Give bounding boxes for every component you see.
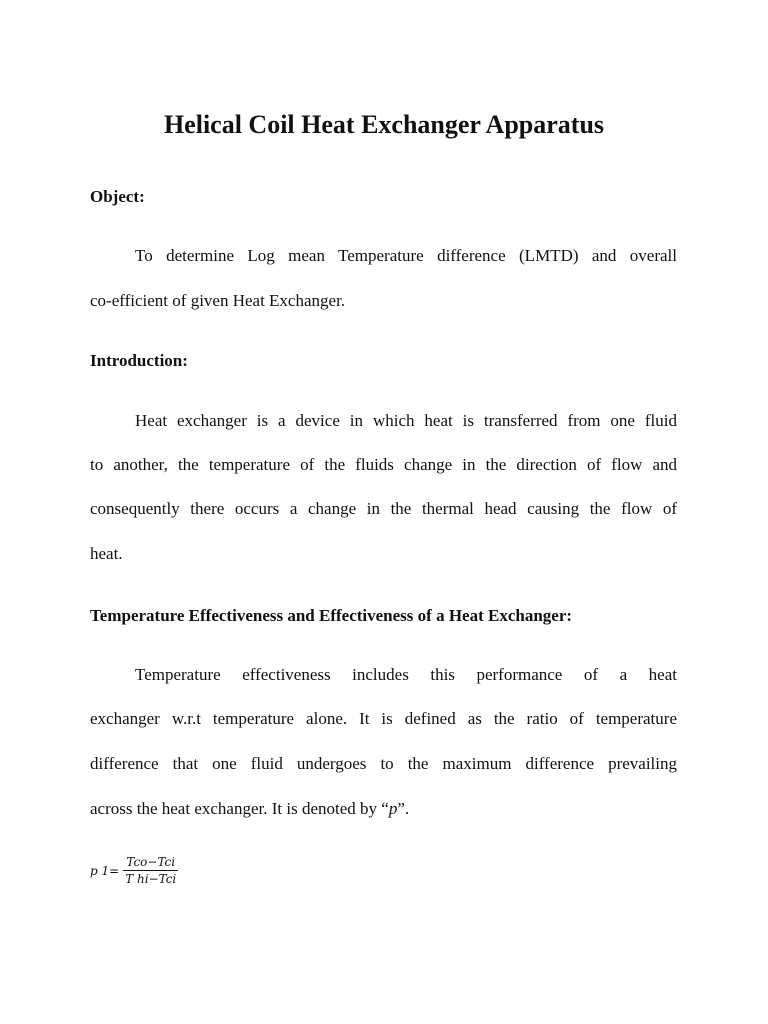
effectiveness-line-1: Temperature effectiveness includes this performance of a heat	[135, 665, 677, 684]
introduction-heading: Introduction:	[90, 351, 188, 370]
document-title: Helical Coil Heat Exchanger Apparatus	[163, 110, 605, 139]
formula-numerator: Tco−Tci	[123, 855, 178, 871]
introduction-line-2: to another, the temperature of the fluids change in the direction of flow and	[90, 455, 677, 474]
effectiveness-formula	[90, 855, 179, 886]
effectiveness-line-2: exchanger w.r.t temperature alone. It is defined as the ratio of temperature	[90, 709, 677, 728]
introduction-line-4: heat.	[90, 544, 123, 563]
effectiveness-line-4-suffix: ”.	[397, 799, 410, 818]
introduction-line-3: consequently there occurs a change in the thermal head causing the flow of	[90, 499, 677, 518]
effectiveness-line-4-prefix: across the heat exchanger. It is denoted by “	[90, 799, 389, 818]
object-line-2: co-efficient of given Heat Exchanger.	[90, 291, 346, 310]
formula-fraction	[122, 855, 179, 886]
object-line-1: To determine Log mean Temperature difference (LMTD) and overall	[135, 246, 677, 265]
introduction-line-1: Heat exchanger is a device in which heat is transferred from one fluid	[135, 411, 677, 430]
effectiveness-line-4	[90, 798, 677, 820]
effectiveness-line-3: difference that one fluid undergoes to the maximum difference prevailing	[90, 754, 677, 773]
p-symbol: p	[388, 799, 398, 818]
object-heading: Object:	[90, 187, 145, 206]
formula-denominator: T hi−Tci	[125, 872, 177, 886]
effectiveness-heading: Temperature Effectiveness and Effectiveness of a Heat Exchanger:	[90, 606, 573, 625]
formula-lhs: p 1=	[90, 863, 120, 878]
